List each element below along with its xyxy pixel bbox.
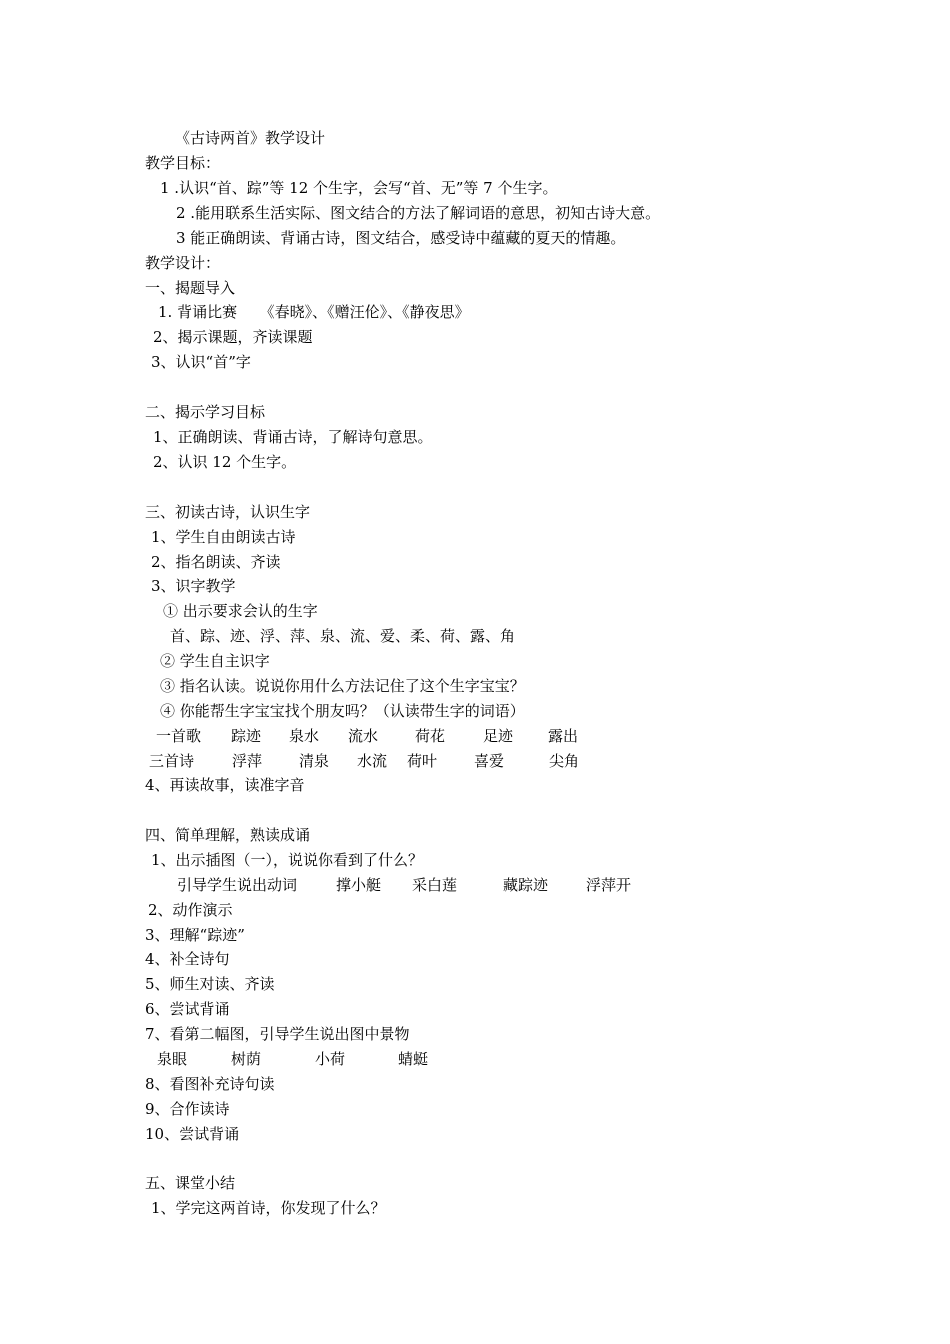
word: 树荫	[231, 1050, 262, 1068]
document-title: 《古诗两首》教学设计	[175, 129, 326, 147]
section-item: 2、揭示课题，齐读课题	[153, 328, 313, 346]
section-item: 4、再读故事，读准字音	[145, 776, 305, 794]
word: 小荷	[315, 1050, 346, 1068]
word: 踪迹	[231, 727, 262, 745]
objectives-heading: 教学目标：	[145, 154, 221, 172]
word-row	[0, 751, 950, 771]
word: 一首歌	[156, 727, 202, 745]
word: 流水	[348, 727, 379, 745]
word: 泉眼	[157, 1050, 188, 1068]
word: 三首诗	[149, 752, 195, 770]
section-item: 7、看第二幅图，引导学生说出图中景物	[145, 1025, 410, 1043]
section-item: 3、识字教学	[151, 577, 236, 595]
word: 浮萍开	[586, 876, 632, 894]
word: 引导学生说出动词	[177, 876, 298, 894]
section-item: 1、学生自由朗读古诗	[151, 528, 296, 546]
section-item: 3、认识“首”字	[151, 353, 251, 371]
word: 尖角	[549, 752, 580, 770]
scene-word-row	[0, 1049, 950, 1069]
section-heading: 三、初读古诗，认识生字	[145, 503, 311, 521]
section-item: 1、学完这两首诗，你发现了什么？	[151, 1199, 386, 1217]
word: 荷叶	[407, 752, 438, 770]
step-item: ② 学生自主识字	[160, 652, 270, 670]
step-item: ① 出示要求会认的生字	[163, 602, 318, 620]
word: 藏踪迹	[503, 876, 549, 894]
objective-item: 1 .认识“首、踪”等 12 个生字，会写“首、无”等 7 个生字。	[160, 179, 558, 197]
word: 露出	[548, 727, 579, 745]
character-list: 首、踪、迹、浮、萍、泉、流、爱、柔、荷、露、角	[170, 627, 516, 645]
section-heading: 一、揭题导入	[145, 279, 236, 297]
objective-item: 3 能正确朗读、背诵古诗，图文结合，感受诗中蕴藏的夏天的情趣。	[176, 229, 626, 247]
section-item: 8、看图补充诗句读	[145, 1075, 275, 1093]
objective-item: 2 .能用联系生活实际、图文结合的方法了解词语的意思，初知古诗大意。	[176, 204, 661, 222]
step-item: ④ 你能帮生字宝宝找个朋友吗？（认读带生字的词语）	[160, 702, 525, 720]
section-heading: 四、简单理解，熟读成诵	[145, 826, 311, 844]
word: 蜻蜓	[398, 1050, 429, 1068]
word: 清泉	[299, 752, 330, 770]
word: 喜爱	[474, 752, 505, 770]
section-item: 2、认识 12 个生字。	[153, 453, 297, 471]
section-heading: 五、课堂小结	[145, 1174, 236, 1192]
word: 浮萍	[232, 752, 263, 770]
section-item: 2、指名朗读、齐读	[151, 553, 281, 571]
section-item: 3、理解“踪迹”	[145, 926, 245, 944]
section-item: 9、合作读诗	[145, 1100, 230, 1118]
section-item: 1. 背诵比赛 《春晓》、《赠汪伦》、《静夜思》	[158, 303, 470, 321]
design-heading: 教学设计：	[145, 254, 221, 272]
section-heading: 二、揭示学习目标	[145, 403, 266, 421]
section-item: 5、师生对读、齐读	[145, 975, 275, 993]
section-item: 2、动作演示	[148, 901, 233, 919]
step-item: ③ 指名认读。说说你用什么方法记住了这个生字宝宝？	[160, 677, 525, 695]
word: 水流	[357, 752, 388, 770]
guide-word-row	[0, 875, 950, 895]
word-row	[0, 726, 950, 746]
section-item: 1、正确朗读、背诵古诗，了解诗句意思。	[153, 428, 433, 446]
word: 泉水	[289, 727, 320, 745]
section-item: 10、尝试背诵	[145, 1125, 240, 1143]
word: 荷花	[415, 727, 446, 745]
word: 采白莲	[412, 876, 458, 894]
word: 足迹	[483, 727, 514, 745]
section-item: 6、尝试背诵	[145, 1000, 230, 1018]
word: 撑小艇	[336, 876, 382, 894]
section-item: 4、补全诗句	[145, 950, 230, 968]
section-item: 1、出示插图（一），说说你看到了什么？	[151, 851, 424, 869]
